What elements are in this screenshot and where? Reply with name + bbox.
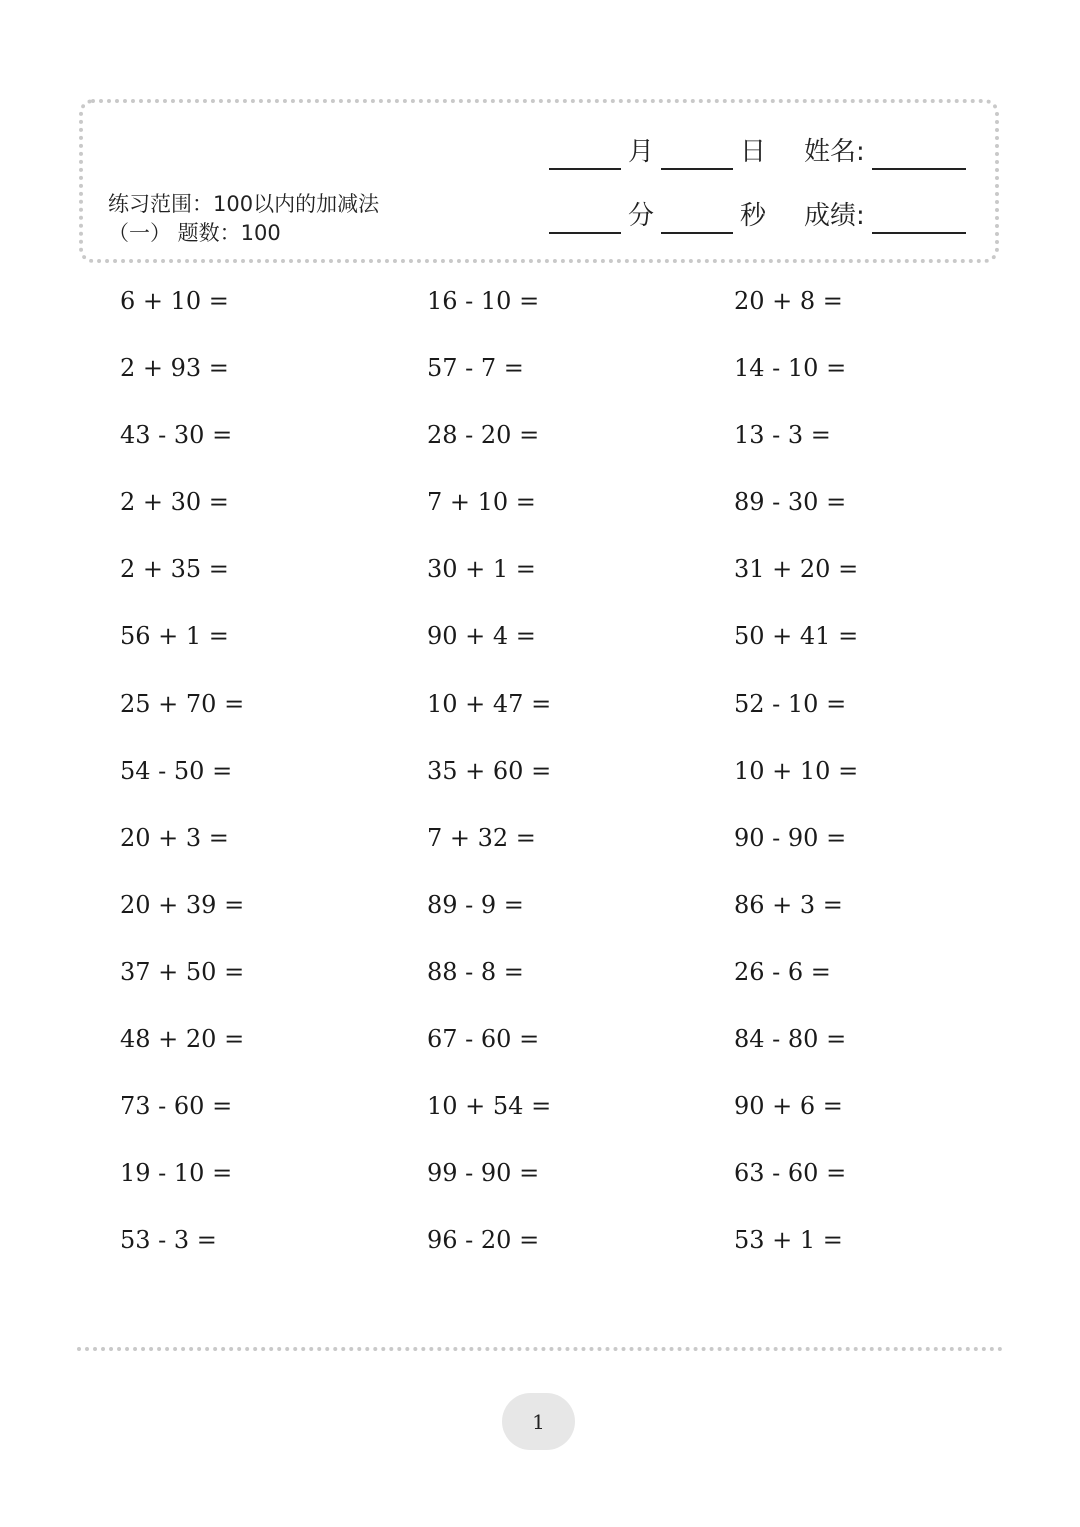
date-name-row [549, 130, 966, 170]
problem-item: 53 - 3 = [120, 1226, 217, 1255]
problem-item: 89 - 9 = [427, 890, 524, 919]
problem-item: 56 + 1 = [120, 622, 229, 651]
problem-item: 90 + 4 = [427, 622, 536, 651]
practice-range-title: 练习范围：100以内的加减法 [108, 192, 380, 216]
problem-item: 89 - 30 = [734, 488, 847, 517]
problem-item: 10 + 54 = [427, 1092, 552, 1121]
problem-item: 84 - 80 = [734, 1025, 847, 1054]
problem-item: 30 + 1 = [427, 555, 536, 584]
problem-item: 26 - 6 = [734, 957, 831, 986]
problem-item: 2 + 93 = [120, 354, 229, 383]
problem-item: 7 + 10 = [427, 488, 536, 517]
problem-item: 43 - 30 = [120, 421, 233, 450]
problem-item: 28 - 20 = [427, 421, 540, 450]
page-number: 1 [532, 1409, 545, 1434]
problem-item: 35 + 60 = [427, 756, 552, 785]
month-label: 月 [628, 137, 655, 167]
day-blank[interactable] [661, 138, 733, 170]
page-number-badge [502, 1393, 575, 1450]
problem-item: 6 + 10 = [120, 287, 229, 315]
problem-item: 90 + 6 = [734, 1092, 843, 1121]
footer-divider [77, 1347, 1003, 1351]
score-blank[interactable] [872, 202, 966, 234]
score-label: 成绩: [804, 201, 865, 231]
problem-item: 48 + 20 = [120, 1025, 245, 1054]
problem-item: 67 - 60 = [427, 1025, 540, 1054]
problem-item: 37 + 50 = [120, 957, 245, 986]
problem-item: 53 + 1 = [734, 1226, 843, 1255]
problem-item: 54 - 50 = [120, 756, 233, 785]
problem-item: 99 - 90 = [427, 1159, 540, 1188]
problem-item: 20 + 8 = [734, 287, 843, 315]
problem-grid [120, 280, 980, 1286]
problem-item: 63 - 60 = [734, 1159, 847, 1188]
minute-label: 分 [628, 201, 655, 231]
problem-item: 90 - 90 = [734, 823, 847, 852]
name-blank[interactable] [872, 138, 966, 170]
name-label: 姓名: [804, 137, 865, 167]
problem-item: 52 - 10 = [734, 689, 847, 718]
problem-item: 13 - 3 = [734, 421, 831, 450]
problem-item: 7 + 32 = [427, 823, 536, 852]
problem-item: 73 - 60 = [120, 1092, 233, 1121]
practice-range [108, 190, 408, 248]
problem-item: 50 + 41 = [734, 622, 859, 651]
problem-item: 25 + 70 = [120, 689, 245, 718]
problem-item: 10 + 47 = [427, 689, 552, 718]
problem-item: 20 + 3 = [120, 823, 229, 852]
second-label: 秒 [740, 201, 767, 231]
problem-item: 31 + 20 = [734, 555, 859, 584]
problem-item: 86 + 3 = [734, 890, 843, 919]
time-score-row [549, 194, 966, 234]
second-blank[interactable] [661, 202, 733, 234]
day-label: 日 [740, 137, 767, 167]
problem-item: 19 - 10 = [120, 1159, 233, 1188]
problem-item: 88 - 8 = [427, 957, 524, 986]
problem-item: 57 - 7 = [427, 354, 524, 383]
problem-item: 2 + 30 = [120, 488, 229, 517]
problem-item: 10 + 10 = [734, 756, 859, 785]
problem-item: 2 + 35 = [120, 555, 229, 584]
problem-item: 14 - 10 = [734, 354, 847, 383]
problem-item: 96 - 20 = [427, 1226, 540, 1255]
month-blank[interactable] [549, 138, 621, 170]
problem-item: 16 - 10 = [427, 287, 540, 315]
minute-blank[interactable] [549, 202, 621, 234]
practice-range-count: （一） 题数：100 [108, 221, 281, 245]
problem-item: 20 + 39 = [120, 890, 245, 919]
